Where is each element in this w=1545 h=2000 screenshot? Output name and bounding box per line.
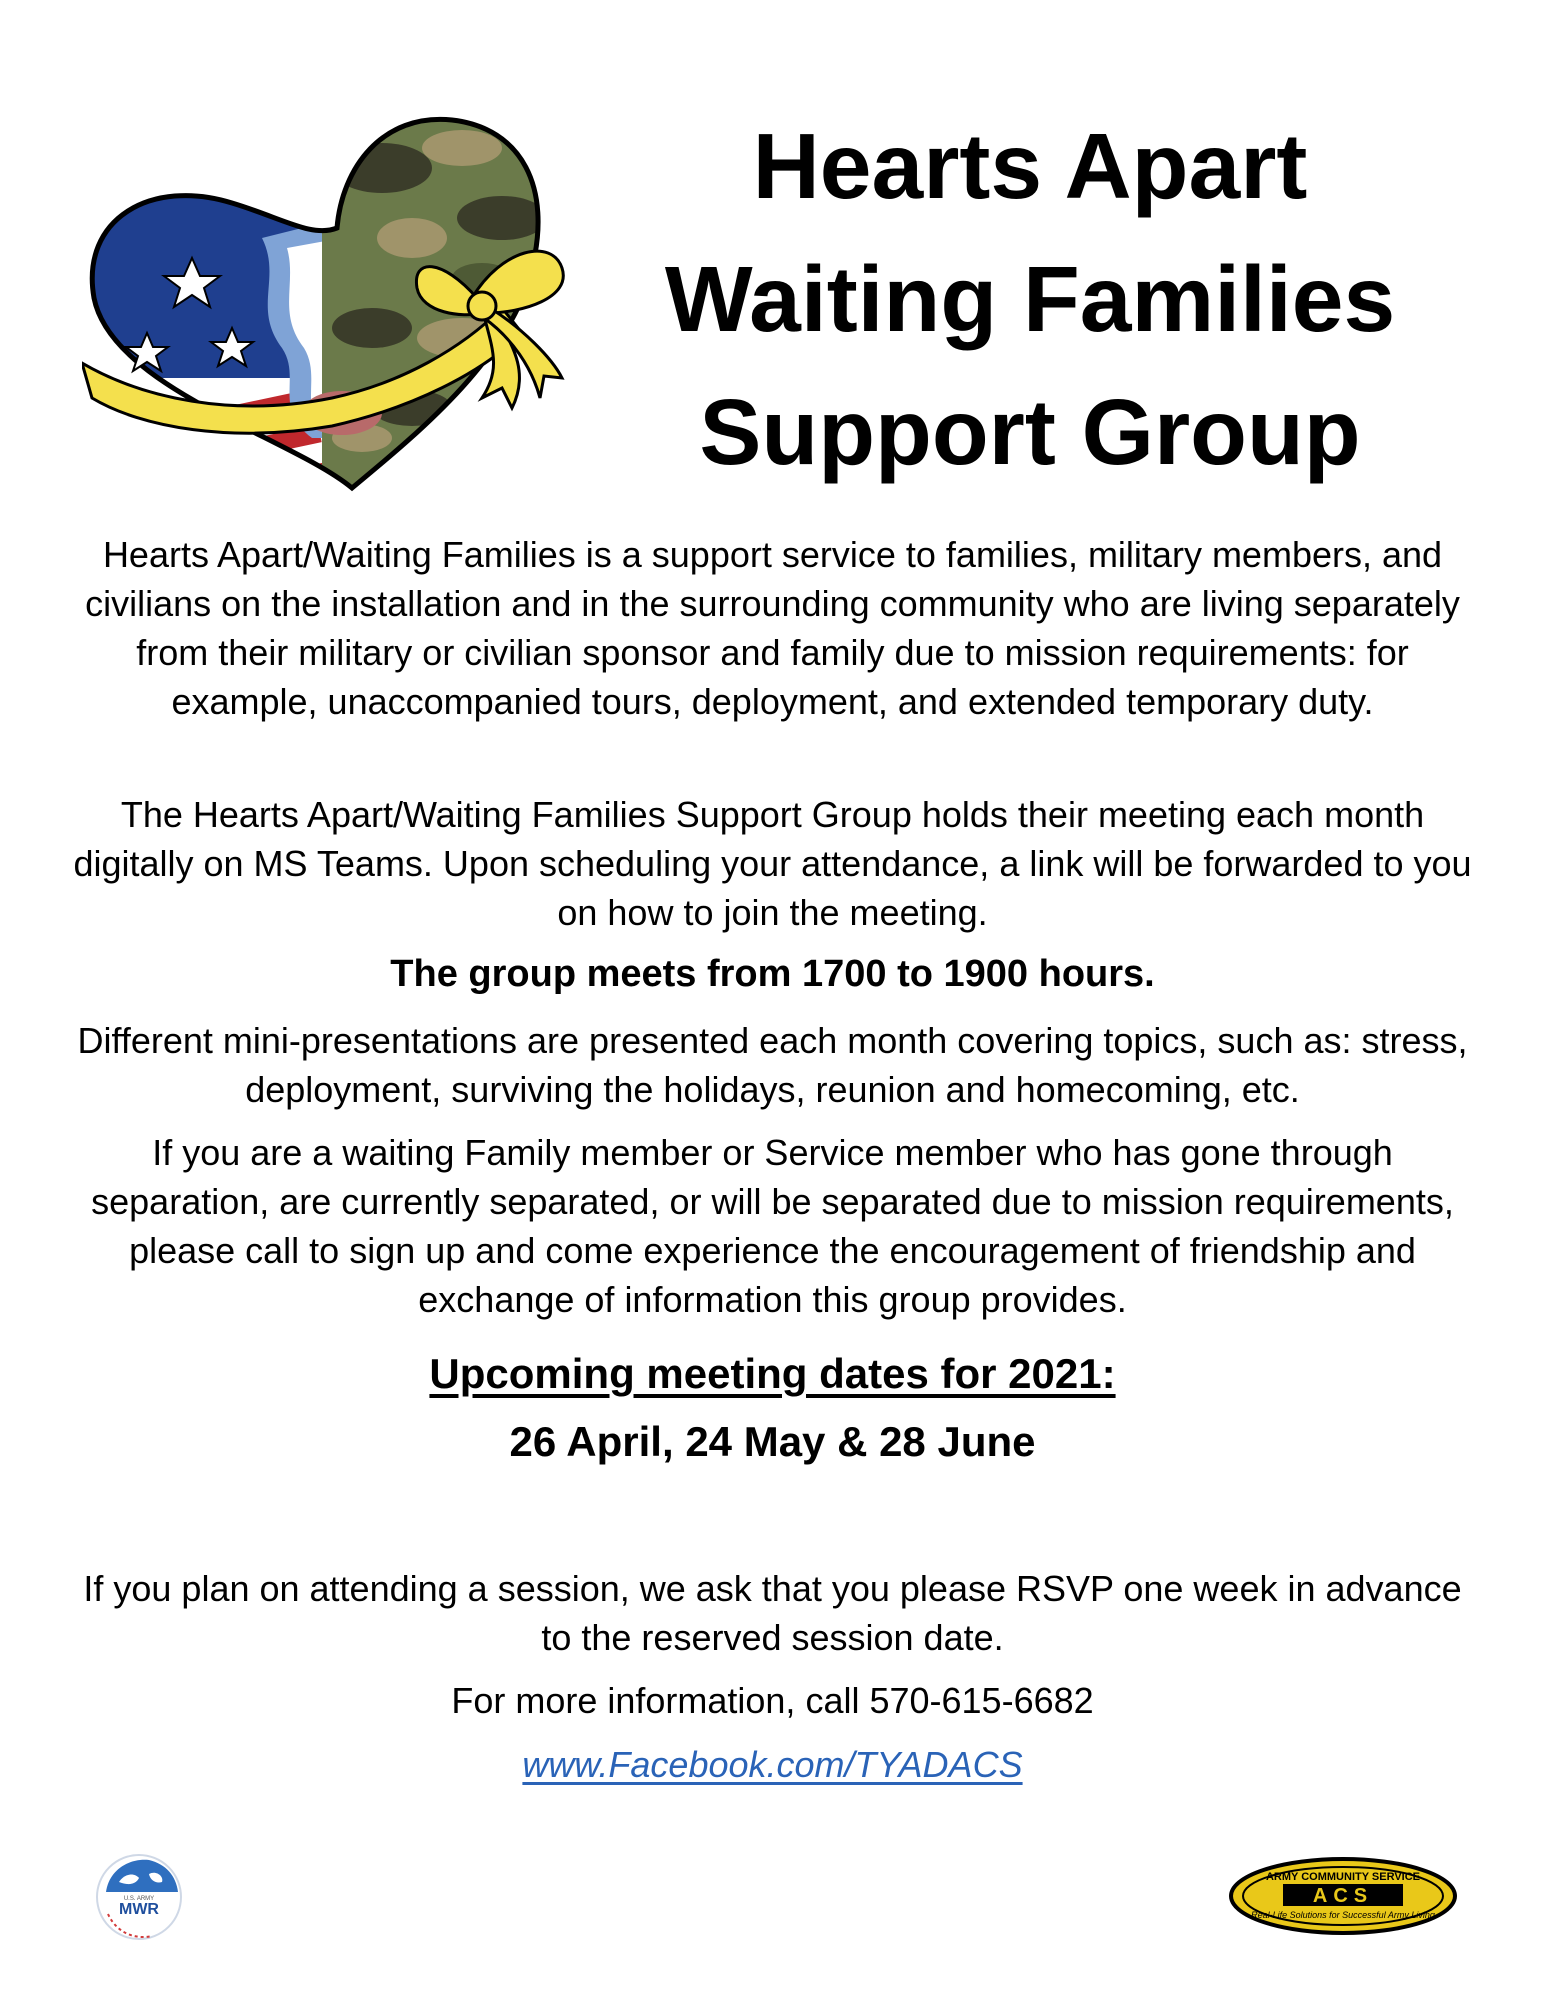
meeting-dates: 26 April, 24 May & 28 June bbox=[509, 1418, 1036, 1465]
acs-mid-text: ACS bbox=[1312, 1885, 1374, 1907]
mwr-text: MWR bbox=[119, 1901, 159, 1918]
rsvp-paragraph: If you plan on attending a session, we ask that you please RSVP one week in advance to the reserved session date. bbox=[83, 1568, 1462, 1658]
meeting-paragraph: The Hearts Apart/Waiting Families Support Group holds their meeting each month digitally on MS Teams. Upon scheduling your attendance, a link will be forwarded to you on how to join the meeting. bbox=[73, 794, 1472, 933]
invite-paragraph: If you are a waiting Family member or Service member who has gone through separation, are currently separated, or will be separated due to mission requirements, please call to sign up and come experience the encouragement of friendship and exchange of information this group provides. bbox=[91, 1132, 1454, 1320]
yellow-ribbon-heart-icon bbox=[82, 108, 622, 498]
page-title bbox=[610, 100, 1450, 499]
hours-paragraph: The group meets from 1700 to 1900 hours. bbox=[390, 953, 1155, 995]
contact-info: For more information, call 570-615-6682 bbox=[451, 1680, 1094, 1721]
title-line-2: Waiting Families bbox=[664, 247, 1396, 351]
acs-bottom-text: Real-Life Solutions for Successful Army Living bbox=[1251, 1910, 1435, 1920]
dates-heading-text: Upcoming meeting dates for 2021: bbox=[429, 1350, 1116, 1397]
acs-oval-logo bbox=[1228, 1856, 1458, 1936]
acs-top-text: ARMY COMMUNITY SERVICE bbox=[1265, 1871, 1421, 1883]
topics-paragraph: Different mini-presentations are presented each month covering topics, such as: stress, deployment, surviving the holidays, reunion and homecoming, etc. bbox=[77, 1020, 1468, 1110]
mwr-small-text: U.S. ARMY bbox=[123, 1896, 155, 1902]
mwr-globe-logo bbox=[94, 1852, 184, 1942]
facebook-link[interactable]: www.Facebook.com/TYADACS bbox=[522, 1744, 1023, 1785]
facebook-link-container bbox=[70, 1740, 1475, 1789]
dates-heading bbox=[70, 1346, 1475, 1402]
title-line-3: Support Group bbox=[699, 380, 1361, 484]
title-line-1: Hearts Apart bbox=[752, 114, 1308, 218]
intro-paragraph: Hearts Apart/Waiting Families is a support service to families, military members, and civilians on the installation and in the surrounding community who are living separately from their military or civilian sponsor and family due to mission requirements: for example, unaccompanied tours, deployment, and extended temporary duty. bbox=[85, 534, 1460, 722]
